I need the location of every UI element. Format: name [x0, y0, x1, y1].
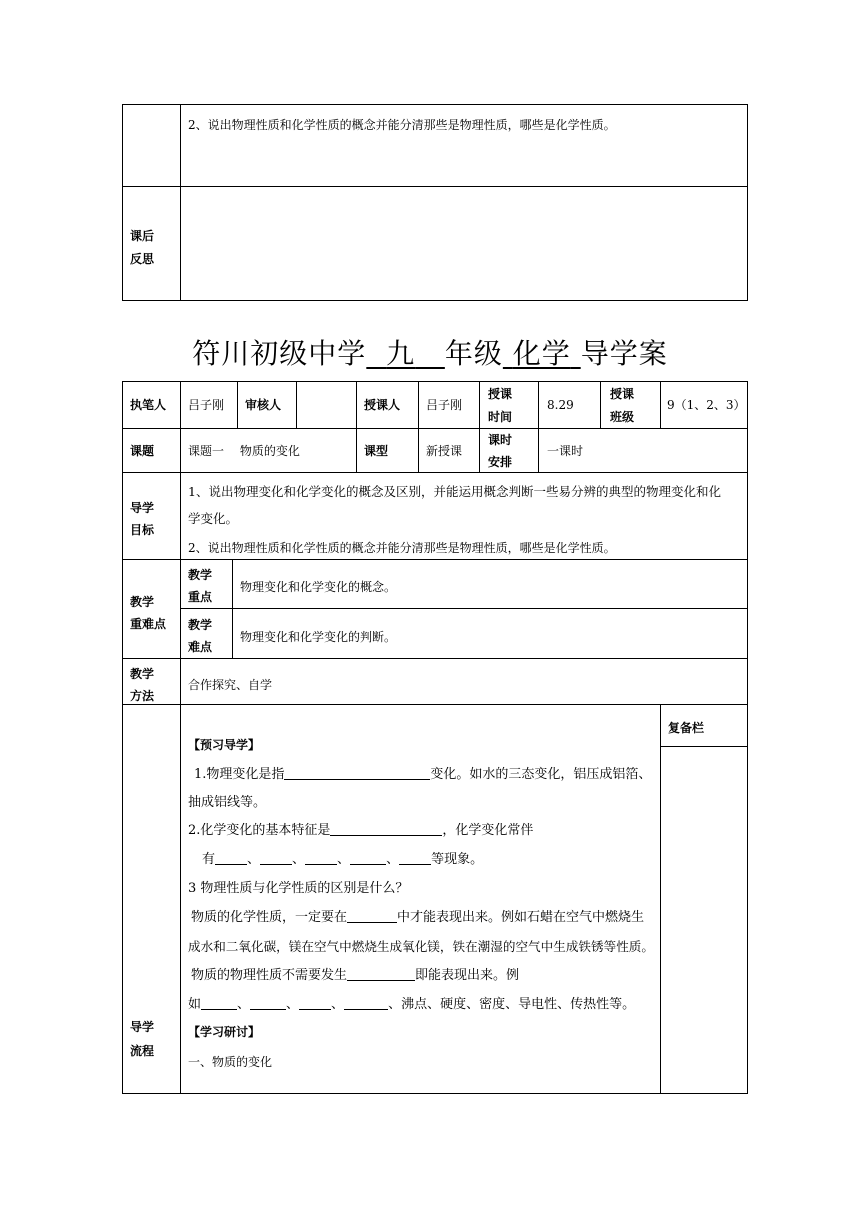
- title-subject: 化学: [512, 337, 571, 370]
- blank-example-3[interactable]: [299, 995, 331, 1010]
- goal-line-2: 学变化。: [188, 511, 239, 526]
- title-school: 符川初级中学: [192, 337, 367, 370]
- class-value: 9（1、2、3）: [667, 398, 746, 412]
- page-title: [0, 332, 860, 372]
- hours-value: 一课时: [547, 444, 584, 458]
- review-column-label: 复备栏: [668, 721, 705, 735]
- preview-heading: 【预习导学】: [188, 738, 261, 752]
- goals-label-1: 导学: [130, 501, 155, 515]
- blank-phenomenon-5[interactable]: [399, 850, 431, 865]
- blank-chemical-feature[interactable]: [330, 821, 442, 836]
- process-label-1: 导学: [130, 1020, 155, 1034]
- blank-phenomenon-3[interactable]: [305, 850, 337, 865]
- blank-chemical-property[interactable]: [347, 908, 397, 923]
- hours-label-2: 安排: [488, 455, 513, 469]
- title-grade: 九: [386, 337, 416, 370]
- question-3: 3 物理性质与化学性质的区别是什么？: [188, 881, 409, 896]
- difficulty-label-2: 难点: [188, 640, 213, 654]
- blank-phenomenon-2[interactable]: [260, 850, 292, 865]
- time-label-2: 时间: [488, 410, 513, 424]
- focus-label-2: 重点: [188, 590, 213, 604]
- question-3-c: 物质的物理性质不需要发生 即能表现出来。例: [191, 968, 520, 983]
- question-3-b: 成水和二氧化碳，镁在空气中燃烧生成氧化镁，铁在潮湿的空气中生成铁锈等性质。: [188, 939, 654, 954]
- blank-physical-property[interactable]: [347, 966, 415, 981]
- blank-phenomenon-4[interactable]: [350, 850, 386, 865]
- question-3-d: 如 、 、 、 、沸点、硬度、密度、导电性、传热性等。: [188, 997, 636, 1012]
- goal-line-3: 2、说出物理性质和化学性质的概念并能分清那些是物理性质，哪些是化学性质。: [188, 541, 616, 555]
- keypoints-label-1: 教学: [130, 595, 155, 609]
- topic-value: 课题一 物质的变化: [188, 444, 300, 458]
- method-label-2: 方法: [130, 689, 155, 703]
- question-2: 2.化学变化的基本特征是 ，化学变化常伴: [188, 823, 534, 838]
- difficulty-label-1: 教学: [188, 618, 213, 632]
- writer-value: 吕子刚: [188, 398, 225, 412]
- type-label: 课型: [364, 444, 389, 458]
- reviewer-label: 审核人: [245, 398, 282, 412]
- time-label-1: 授课: [488, 387, 513, 401]
- class-label-2: 班级: [610, 410, 635, 424]
- method-label-1: 教学: [130, 667, 155, 681]
- type-value: 新授课: [426, 444, 463, 458]
- time-value: 8.29: [547, 398, 574, 412]
- process-label-2: 流程: [130, 1044, 155, 1058]
- title-grade-suffix: 年级: [444, 337, 503, 370]
- blank-physical-change[interactable]: [284, 765, 430, 780]
- blank-example-2[interactable]: [250, 995, 286, 1010]
- reflection-label-1: 课后: [130, 229, 155, 243]
- focus-label-1: 教学: [188, 568, 213, 582]
- topic-label: 课题: [130, 444, 155, 458]
- question-1: 1.物理变化是指 变化。如水的三态变化，铝压成铝箔、: [194, 767, 652, 782]
- section-1-heading: 一、物质的变化: [188, 1055, 273, 1069]
- difficulty-value: 物理变化和化学变化的判断。: [240, 630, 397, 644]
- reflection-label-2: 反思: [130, 252, 155, 266]
- title-suffix: 导学案: [580, 337, 668, 370]
- blank-example-4[interactable]: [344, 995, 388, 1010]
- question-1-cont: 抽成铝线等。: [188, 795, 267, 810]
- method-value: 合作探究、自学: [188, 678, 273, 692]
- class-label-1: 授课: [610, 387, 635, 401]
- question-2-cont: 有 、 、 、 、 等现象。: [202, 852, 484, 867]
- goal-line-1: 1、说出物理变化和化学变化的概念及区别，并能运用概念判断一些易分辨的典型的物理变化和化: [188, 484, 721, 499]
- question-3-a: 物质的化学性质，一定要在 中才能表现出来。例如石蜡在空气中燃烧生: [191, 910, 645, 925]
- teacher-value: 吕子刚: [426, 398, 463, 412]
- teacher-label: 授课人: [364, 398, 401, 412]
- keypoints-label-2: 重难点: [130, 617, 167, 631]
- top-table-goal-text: 2、说出物理性质和化学性质的概念并能分清那些是物理性质，哪些是化学性质。: [188, 118, 616, 132]
- focus-value: 物理变化和化学变化的概念。: [240, 580, 397, 594]
- study-heading: 【学习研讨】: [188, 1025, 261, 1039]
- hours-label-1: 课时: [488, 433, 513, 447]
- writer-label: 执笔人: [130, 398, 167, 412]
- blank-phenomenon-1[interactable]: [215, 850, 247, 865]
- goals-label-2: 目标: [130, 523, 155, 537]
- blank-example-1[interactable]: [201, 995, 237, 1010]
